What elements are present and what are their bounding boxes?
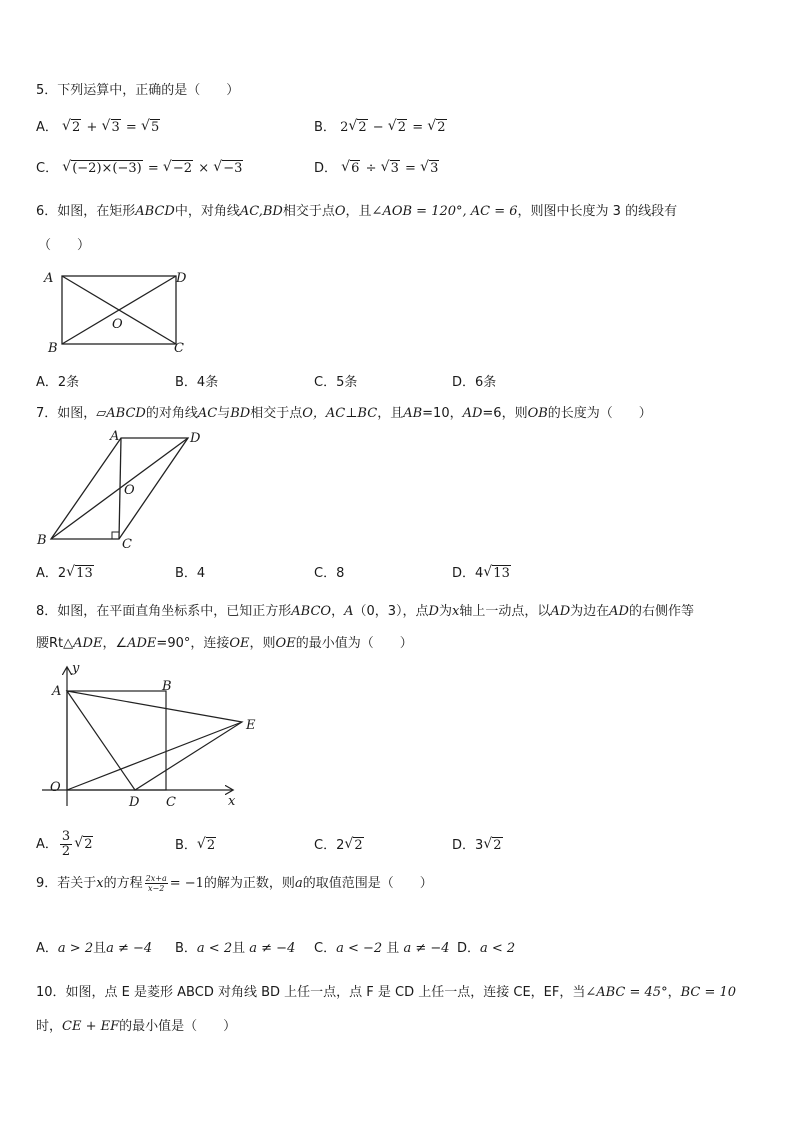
q7-right-angle-mark [112,532,119,539]
q9-option-b[interactable]: B．a < 2且 a ≠ −4 [175,941,296,956]
q8-stem-line2: 腰Rt△ADE，∠ADE=90°，连接OE，则OE的最小值为（ ） [36,636,413,651]
q5-option-d-label: D． [314,161,338,176]
q6-option-c[interactable]: C．5条 [314,375,358,390]
q8-label-b: B [162,679,172,694]
q5-option-d-expr: √ 6 ÷ √ 3 = √ 3 [341,161,440,176]
q6-label-o: O [112,317,123,332]
q7-option-a[interactable]: A．2√ 13 [36,566,95,582]
q6-label-d: D [176,271,187,286]
q7-stem: 7．如图，▱ABCD的对角线AC与BD相交于点O，AC⊥BC，且AB=10，AD=6，则OB的长度为（ ） [36,406,652,421]
q5-option-c-label: C． [36,161,59,176]
q8-option-d[interactable]: D．3√ 2 [452,838,504,854]
q8-label-a: A [52,684,62,699]
q5-option-c-expr: √ (−2)×(−3) = √ −2 × √ −3 [62,161,244,176]
q7-option-c[interactable]: C．8 [314,566,345,581]
q7-option-b[interactable]: B．4 [175,566,206,581]
q8-label-o: O [50,780,61,795]
q10-stem-line1: 10．如图，点 E 是菱形 ABCD 对角线 BD 上任一点，点 F 是 CD 上任一点，连接 CE，EF，当∠ABC = 45°，BC = 10 [36,985,737,1000]
q8-triangle-ade [67,691,242,790]
q6-stem-line2: （ ） [38,238,91,253]
q8-option-a[interactable]: A． $\frac{3}{2}$ √ 2 [36,830,94,859]
q8-segment-oe [67,722,242,790]
q6-option-a[interactable]: A．2条 [36,375,80,390]
q5-option-b-expr: 2√ 2 − √ 2 = √ 2 [340,120,447,135]
q8-option-b[interactable]: B．√ 2 [175,838,217,854]
q6-label-c: C [174,341,184,356]
q8-label-x: x [228,794,236,809]
q5-stem: 5．下列运算中，正确的是（ ） [36,83,240,98]
q7-label-b: B [37,533,47,548]
q7-figure [34,426,214,554]
q6-option-b[interactable]: B．4条 [175,375,219,390]
q9-equation-fraction: $\frac{2x+a}{x-2}$ [145,874,167,893]
q5-option-c[interactable] [36,161,244,177]
q9-option-d[interactable]: D．a < 2 [457,941,516,956]
q7-label-a: A [110,429,120,444]
q6-figure [40,262,200,358]
q5-option-a-expr: √ 2 + √ 3 = √ 5 [62,120,161,135]
q6-label-a: A [44,271,54,286]
q7-label-d: D [190,431,201,446]
q9-option-a[interactable]: A．a > 2且a ≠ −4 [36,941,153,956]
q8-label-d: D [129,795,140,810]
q5-option-a[interactable] [36,120,161,136]
q7-label-o: O [124,483,135,498]
q5-option-a-label: A． [36,120,58,135]
q5-option-b[interactable] [314,120,448,136]
q6-label-b: B [48,341,58,356]
q10-stem-line2: 时，CE + EF的最小值是（ ） [36,1019,237,1034]
q8-label-e: E [246,718,256,733]
q9-option-c[interactable]: C．a < −2 且 a ≠ −4 [314,941,450,956]
q5-option-b-label: B． [314,120,336,135]
q8-label-y: y [72,661,80,676]
q7-label-c: C [122,537,132,552]
q6-option-d[interactable]: D．6条 [452,375,497,390]
q8-option-c[interactable]: C．2√ 2 [314,838,365,854]
q5-option-d[interactable] [314,161,440,177]
q8-stem-line1: 8．如图，在平面直角坐标系中，已知正方形ABCO，A（0，3），点D为x轴上一动点，以AD为边在AD的右侧作等 [36,604,694,619]
q6-stem-line1: 6．如图，在矩形ABCD中，对角线AC,BD相交于点O，且∠AOB = 120°, AC = 6，则图中长度为 3 的线段有 [36,204,678,219]
q7-option-d[interactable]: D．4√ 13 [452,566,512,582]
q8-label-c: C [166,795,176,810]
q8-figure [36,660,266,812]
q9-stem: 9．若关于x的方程 $\frac{2x+a}{x-2}$ = −1的解为正数，则a的取值范围是（ ） [36,874,433,893]
